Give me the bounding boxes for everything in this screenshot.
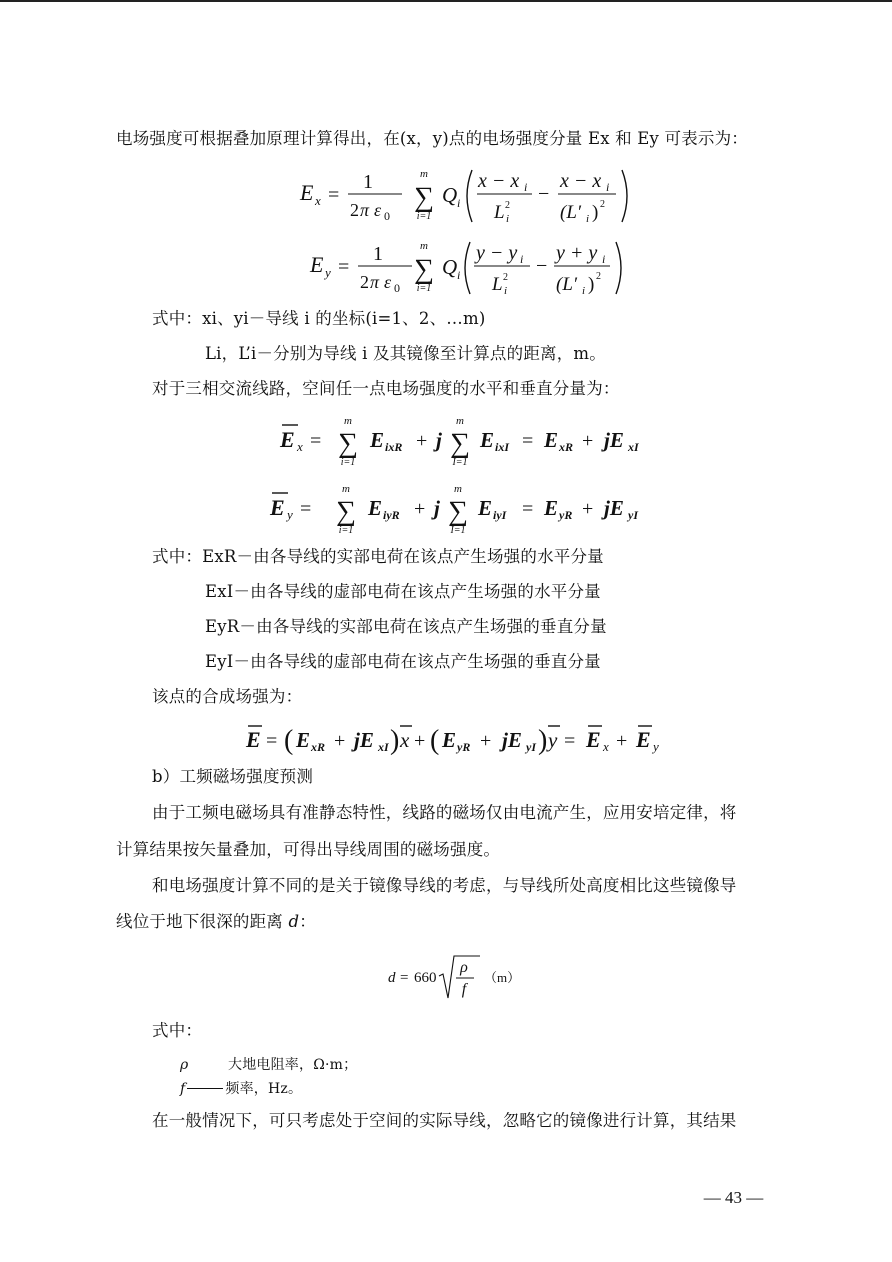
svg-text:+: + <box>480 730 492 752</box>
svg-text:i: i <box>506 213 510 225</box>
svg-text:E: E <box>636 727 651 752</box>
svg-text:=: = <box>338 256 350 278</box>
top-border <box>0 0 892 2</box>
svg-text:=: = <box>400 970 409 986</box>
svg-text:E: E <box>270 495 285 520</box>
svg-text:Q: Q <box>442 255 458 279</box>
svg-text:ixR: ixR <box>385 440 403 454</box>
rho-symbol: ρ <box>180 1057 189 1073</box>
three-phase-text: 对于三相交流线路，空间任一点电场强度的水平和垂直分量为： <box>152 379 620 398</box>
svg-text:∑: ∑ <box>336 496 356 527</box>
eq-ey-lhs: E <box>310 252 324 277</box>
svg-text:x: x <box>400 728 410 752</box>
svg-text:x: x <box>315 193 321 208</box>
svg-text:−: − <box>538 183 550 205</box>
svg-text:ε: ε <box>374 200 382 220</box>
svg-text:m: m <box>454 483 462 495</box>
svg-text:y: y <box>287 507 293 522</box>
resultant-text: 该点的合成场强为： <box>152 687 303 706</box>
svg-text:E: E <box>370 428 385 452</box>
svg-text:j: j <box>434 496 440 520</box>
svg-text:=: = <box>266 730 278 752</box>
svg-text:x: x <box>297 439 303 454</box>
svg-text:xR: xR <box>311 740 326 754</box>
where-eyr: EyR－由各导线的实部电荷在该点产生场强的垂直分量 <box>205 617 607 636</box>
svg-text:E: E <box>478 496 493 520</box>
svg-text:i: i <box>457 196 461 210</box>
svg-text:(L′: (L′ <box>560 202 582 223</box>
svg-text:y: y <box>325 265 331 280</box>
svg-text:π: π <box>370 272 380 292</box>
page-number: — 43 — <box>703 1188 764 1207</box>
svg-text:j: j <box>436 428 442 452</box>
svg-text:f: f <box>461 981 467 998</box>
svg-text:x − x: x − x <box>560 170 602 192</box>
svg-text:E: E <box>442 728 457 752</box>
svg-text:m: m <box>420 240 428 252</box>
svg-text:2: 2 <box>505 200 510 211</box>
svg-text:+: + <box>414 498 426 520</box>
svg-text:ρ: ρ <box>460 959 468 976</box>
svg-text:m: m <box>344 415 352 427</box>
svg-text:E: E <box>280 427 295 452</box>
svg-text:=: = <box>328 184 340 206</box>
svg-text:iyR: iyR <box>383 508 400 522</box>
svg-text:): ) <box>538 725 548 756</box>
svg-text:y: y <box>548 728 558 752</box>
rho-definition: ρ 大地电阻率，Ω·m； <box>180 1054 357 1076</box>
svg-text:iyI: iyI <box>493 508 507 522</box>
equation-ex <box>296 160 646 234</box>
svg-text:E: E <box>586 727 601 752</box>
svg-text:Q: Q <box>442 183 458 207</box>
svg-text:jE: jE <box>604 496 624 520</box>
svg-text:i=1: i=1 <box>340 457 356 468</box>
svg-text:i=1: i=1 <box>416 211 432 222</box>
svg-text:(: ( <box>284 725 294 756</box>
svg-text:+: + <box>616 730 628 752</box>
svg-text:=: = <box>522 430 534 452</box>
svg-text:E: E <box>480 428 495 452</box>
svg-text:yR: yR <box>559 508 573 522</box>
eq-ex-lhs: E <box>300 180 314 205</box>
svg-text:2: 2 <box>360 272 369 292</box>
final-paragraph: 在一般情况下，可只考虑处于空间的实际导线，忽略它的镜像进行计算，其结果 <box>152 1111 737 1130</box>
svg-text:d: d <box>388 970 396 986</box>
svg-text:1: 1 <box>363 171 373 193</box>
svg-text:yI: yI <box>628 508 638 522</box>
svg-text:xR: xR <box>559 440 574 454</box>
svg-text:jE: jE <box>354 728 374 752</box>
svg-text:L: L <box>494 202 505 223</box>
para2-line1: 和电场强度计算不同的是关于镜像导线的考虑，与导线所处高度相比这些镜像导 <box>152 876 737 895</box>
svg-text:2: 2 <box>600 199 605 210</box>
svg-text:yR: yR <box>457 740 471 754</box>
equation-ey-bar <box>266 478 676 544</box>
svg-text:yI: yI <box>526 740 536 754</box>
para1-line2: 计算结果按矢量叠加，可得出导线周围的磁场强度。 <box>116 840 501 859</box>
svg-text:x: x <box>603 739 609 754</box>
svg-text:y + y: y + y <box>556 242 598 264</box>
svg-text:): ) <box>588 274 595 295</box>
svg-text:E: E <box>296 728 311 752</box>
svg-text:0: 0 <box>384 209 390 223</box>
svg-text:=: = <box>564 730 576 752</box>
svg-text:∑: ∑ <box>450 428 470 459</box>
svg-text:(: ( <box>430 725 440 756</box>
svg-text:ixI: ixI <box>495 440 510 454</box>
svg-text:i: i <box>602 252 606 266</box>
svg-text:+: + <box>334 730 346 752</box>
svg-text:2: 2 <box>503 272 508 283</box>
svg-text:=: = <box>310 430 322 452</box>
svg-text:xI: xI <box>378 740 389 754</box>
svg-text:): ) <box>592 202 599 223</box>
where-li: Li，L’i－分别为导线 i 及其镜像至计算点的距离，m。 <box>205 344 606 363</box>
where-exr: 式中：ExR－由各导线的实部电荷在该点产生场强的水平分量 <box>152 547 604 566</box>
svg-text:1: 1 <box>373 243 383 265</box>
svg-text:y − y: y − y <box>476 242 518 264</box>
para2-line2: 线位于地下很深的距离 d： <box>116 912 316 931</box>
svg-text:2: 2 <box>350 200 359 220</box>
svg-text:i=1: i=1 <box>416 283 432 294</box>
svg-text:2: 2 <box>596 271 601 282</box>
svg-text:E: E <box>246 727 261 752</box>
svg-text:i=1: i=1 <box>338 525 354 536</box>
where-exi: ExI－由各导线的虚部电荷在该点产生场强的水平分量 <box>205 582 601 601</box>
svg-text:jE: jE <box>604 428 624 452</box>
svg-text:ε: ε <box>384 272 392 292</box>
svg-text:E: E <box>544 496 559 520</box>
where-eyi: EyI－由各导线的虚部电荷在该点产生场强的垂直分量 <box>205 652 601 671</box>
equation-ex-bar <box>276 410 676 476</box>
svg-text:∑: ∑ <box>448 496 468 527</box>
svg-text:+: + <box>582 430 594 452</box>
equation-e-total <box>240 716 690 764</box>
svg-text:+: + <box>414 730 426 752</box>
svg-text:E: E <box>544 428 559 452</box>
svg-text:i: i <box>586 213 590 225</box>
svg-text:x − x: x − x <box>478 170 520 192</box>
svg-text:m: m <box>456 415 464 427</box>
svg-text:jE: jE <box>502 728 522 752</box>
where-3: 式中： <box>152 1021 203 1040</box>
svg-text:i: i <box>504 285 508 297</box>
svg-text:+: + <box>416 430 428 452</box>
svg-text:=: = <box>522 498 534 520</box>
equation-depth <box>384 950 534 1010</box>
svg-text:I=1: I=1 <box>450 525 466 536</box>
f-definition: f 频率，Hz。 <box>180 1081 303 1097</box>
svg-text:π: π <box>360 200 370 220</box>
svg-text:0: 0 <box>394 281 400 295</box>
svg-text:L: L <box>492 274 503 295</box>
f-symbol: f <box>180 1081 186 1097</box>
svg-text:i: i <box>520 252 524 266</box>
svg-text:+: + <box>582 498 594 520</box>
intro-text: 电场强度可根据叠加原理计算得出，在(x，y)点的电场强度分量 Ex 和 Ey 可表示为： <box>116 129 748 148</box>
svg-text:(L′: (L′ <box>556 274 578 295</box>
para1-line1: 由于工频电磁场具有准静态特性，线路的磁场仅由电流产生，应用安培定律，将 <box>152 803 737 822</box>
sum-icon: ∑ <box>414 254 434 285</box>
svg-text:i: i <box>582 285 586 297</box>
svg-text:（m）: （m） <box>484 970 521 985</box>
svg-text:i: i <box>457 268 461 282</box>
svg-text:m: m <box>342 483 350 495</box>
sum-icon: ∑ <box>414 182 434 213</box>
svg-text:xI: xI <box>628 440 639 454</box>
svg-text:i: i <box>524 180 528 194</box>
svg-text:=: = <box>300 498 312 520</box>
section-b-heading: b）工频磁场强度预测 <box>152 767 314 786</box>
svg-text:i: i <box>606 180 610 194</box>
where-xi-yi: 式中：xi、yi－导线 i 的坐标(i=1、2、…m) <box>152 309 486 328</box>
svg-text:∑: ∑ <box>338 428 358 459</box>
svg-text:y: y <box>653 739 659 754</box>
equation-ey <box>306 236 646 302</box>
svg-text:I=1: I=1 <box>452 457 468 468</box>
svg-text:E: E <box>368 496 383 520</box>
svg-text:m: m <box>420 168 428 180</box>
svg-text:): ) <box>390 725 400 756</box>
svg-text:660: 660 <box>414 970 437 986</box>
svg-text:−: − <box>536 255 548 277</box>
